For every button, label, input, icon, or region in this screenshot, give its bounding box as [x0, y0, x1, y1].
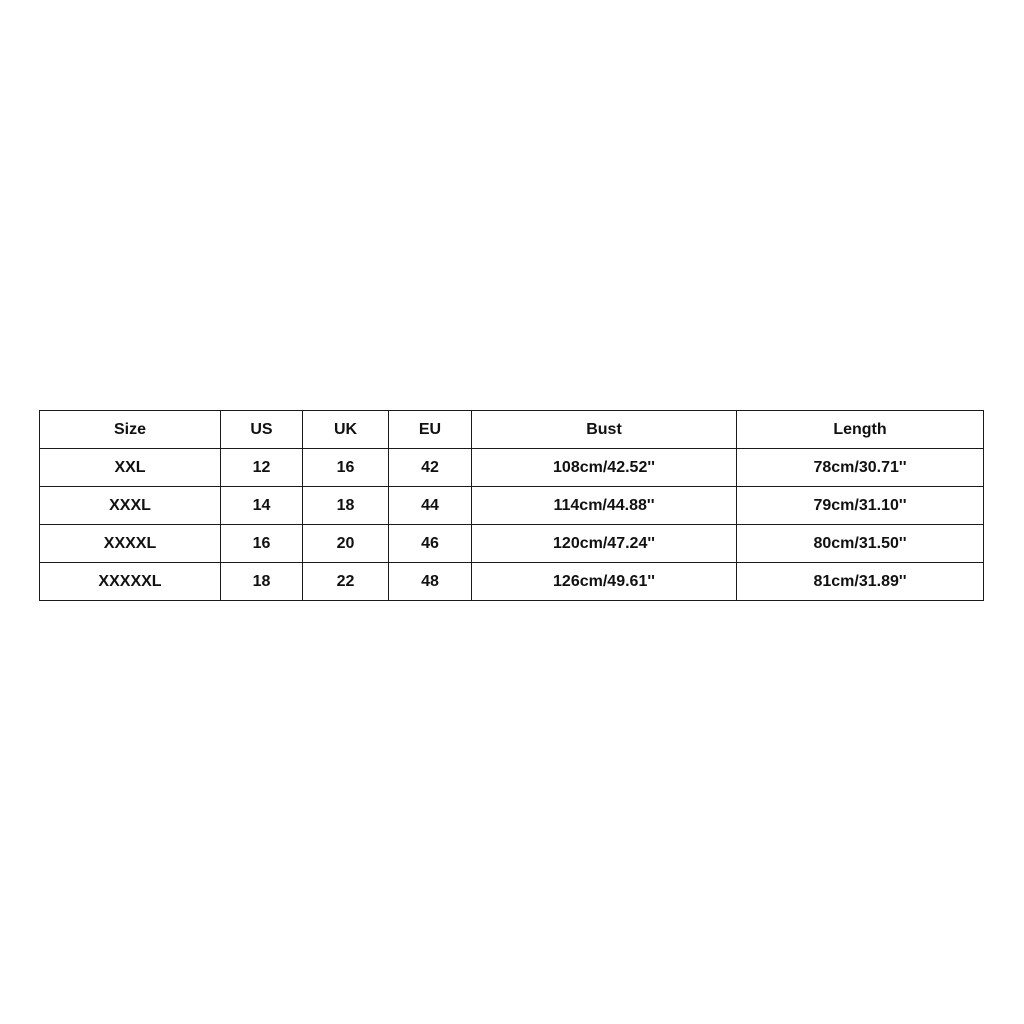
cell-length: 78cm/30.71''	[737, 449, 984, 487]
table-header-row	[40, 411, 984, 449]
cell-size: XXXXL	[40, 525, 221, 563]
header-size: Size	[40, 411, 221, 449]
cell-length: 80cm/31.50''	[737, 525, 984, 563]
cell-bust: 120cm/47.24''	[472, 525, 737, 563]
cell-bust: 108cm/42.52''	[472, 449, 737, 487]
cell-uk: 20	[303, 525, 389, 563]
cell-bust: 114cm/44.88''	[472, 487, 737, 525]
table-row	[40, 487, 984, 525]
cell-us: 16	[221, 525, 303, 563]
cell-size: XXXXXL	[40, 563, 221, 601]
cell-us: 14	[221, 487, 303, 525]
cell-size: XXL	[40, 449, 221, 487]
cell-eu: 44	[389, 487, 472, 525]
cell-length: 81cm/31.89''	[737, 563, 984, 601]
cell-uk: 16	[303, 449, 389, 487]
table-row	[40, 525, 984, 563]
header-uk: UK	[303, 411, 389, 449]
header-length: Length	[737, 411, 984, 449]
cell-length: 79cm/31.10''	[737, 487, 984, 525]
cell-us: 12	[221, 449, 303, 487]
header-bust: Bust	[472, 411, 737, 449]
cell-size: XXXL	[40, 487, 221, 525]
table-row	[40, 563, 984, 601]
header-eu: EU	[389, 411, 472, 449]
cell-eu: 42	[389, 449, 472, 487]
cell-us: 18	[221, 563, 303, 601]
cell-eu: 46	[389, 525, 472, 563]
size-chart-table	[39, 410, 984, 601]
table-row	[40, 449, 984, 487]
cell-bust: 126cm/49.61''	[472, 563, 737, 601]
cell-uk: 18	[303, 487, 389, 525]
cell-eu: 48	[389, 563, 472, 601]
header-us: US	[221, 411, 303, 449]
cell-uk: 22	[303, 563, 389, 601]
